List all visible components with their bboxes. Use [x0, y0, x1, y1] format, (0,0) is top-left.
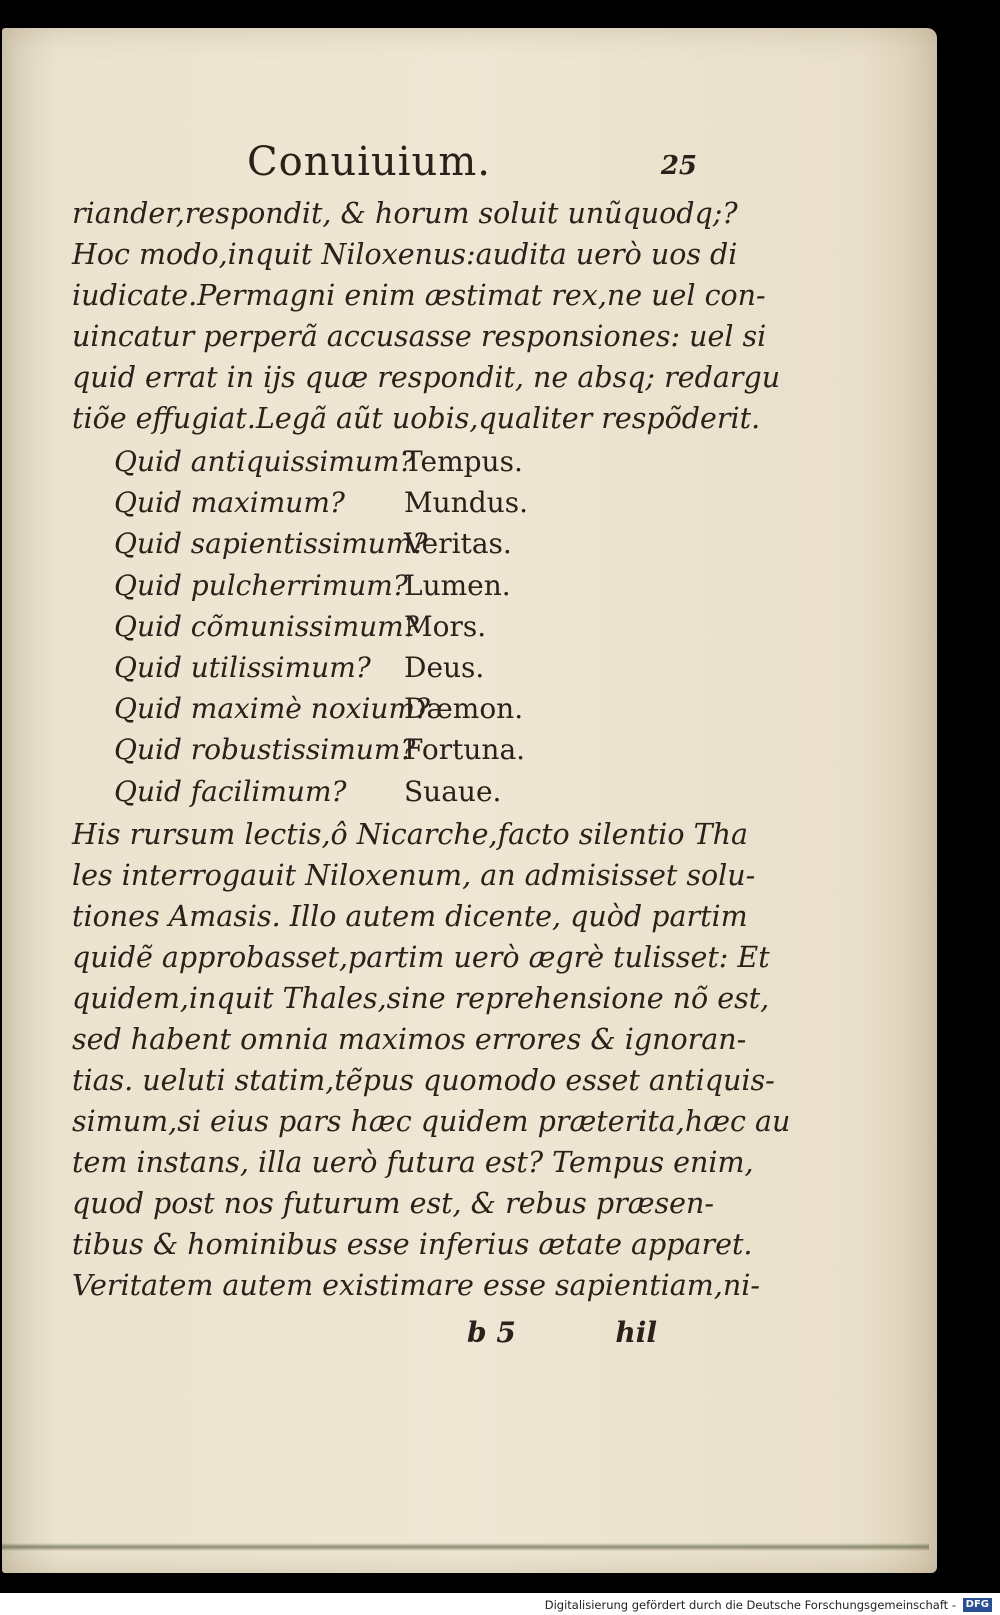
qa-row — [114, 688, 574, 729]
answer: Veritas. — [404, 527, 512, 561]
question: Quid cõmunissimum? — [114, 609, 419, 643]
running-title: Conuiuium. — [247, 139, 491, 185]
qa-row — [114, 482, 574, 523]
signature-mark: b 5 — [467, 1315, 516, 1349]
text-line: uincatur perperã accusasse responsiones: uel si — [72, 320, 767, 353]
answer: Suaue. — [404, 774, 502, 808]
text-line: tias. ueluti statim,tẽpus quomodo esset antiquis- — [72, 1063, 775, 1097]
qa-row — [114, 523, 574, 564]
dfg-logo-icon: DFG — [963, 1598, 992, 1612]
text-line: tiones Amasis. Illo autem dicente, quòd partim — [72, 899, 748, 933]
question: Quid utilissimum? — [114, 651, 371, 685]
answer: Lumen. — [404, 568, 511, 602]
question: Quid maximè noxium? — [114, 692, 431, 726]
answer: Fortuna. — [404, 733, 526, 767]
text-line: tibus & hominibus esse inferius ætate apparet. — [72, 1227, 753, 1261]
answer: Mors. — [404, 609, 487, 643]
qa-row — [114, 441, 574, 482]
question: Quid maximum? — [114, 486, 345, 520]
catchword: hil — [615, 1315, 657, 1349]
page-number: 25 — [660, 151, 697, 181]
prose-top — [72, 193, 781, 439]
text-line: quid errat in ijs quæ respondit, ne absq; redargu — [72, 361, 781, 394]
funding-credit-text: Digitalisierung gefördert durch die Deutsche Forschungsgemeinschaft - — [544, 1597, 956, 1612]
answer: Tempus. — [404, 445, 523, 478]
text-line: les interrogauit Niloxenum, an admisisset solu- — [72, 858, 756, 892]
text-line: quidem,inquit Thales,sine reprehensione nõ est, — [72, 981, 770, 1015]
question: Quid sapientissimum? — [114, 527, 428, 561]
prose-bottom — [72, 814, 791, 1306]
text-line: sed habent omnia maximos errores & ignoran- — [72, 1022, 747, 1056]
qa-row — [114, 565, 574, 606]
qa-row — [114, 606, 574, 647]
running-header — [72, 133, 697, 193]
qa-row — [114, 729, 574, 770]
text-line: iudicate.Permagni enim æstimat rex,ne uel con- — [72, 279, 766, 312]
footer-bar — [0, 1593, 1000, 1615]
text-line: riander,respondit, & horum soluit unũquodq;? — [72, 197, 738, 230]
catchword-line — [72, 1310, 692, 1360]
funding-credit — [545, 1598, 992, 1613]
text-line: simum,si eius pars hæc quidem præterita,hæc au — [72, 1104, 791, 1138]
page-edge-shadow — [2, 1543, 929, 1551]
text-line: quidẽ approbasset,partim uerò ægrè tulisset: Et — [72, 940, 770, 974]
question: Quid pulcherrimum? — [114, 568, 408, 602]
question: Quid antiquissimum? — [114, 445, 415, 478]
text-line: Hoc modo,inquit Niloxenus:audita uerò uos di — [72, 238, 738, 271]
qa-row — [114, 647, 574, 688]
book-page — [2, 28, 937, 1573]
qa-row — [114, 771, 574, 812]
answer: Mundus. — [404, 486, 528, 520]
text-line: tem instans, illa uerò futura est? Tempus enim, — [72, 1145, 754, 1179]
answer: Deus. — [404, 651, 485, 685]
question-answer-list — [114, 441, 574, 812]
question: Quid robustissimum? — [114, 733, 416, 767]
question: Quid facilimum? — [114, 774, 347, 808]
text-line: quod post nos futurum est, & rebus præsen- — [72, 1186, 714, 1220]
text-line: tiõe effugiat.Legã aũt uobis,qualiter respõderit. — [72, 402, 761, 435]
text-block — [72, 133, 791, 1360]
answer: Dæmon. — [404, 692, 524, 726]
text-line: His rursum lectis,ô Nicarche,facto silentio Tha — [72, 817, 748, 851]
text-line: Veritatem autem existimare esse sapientiam,ni- — [72, 1268, 760, 1302]
